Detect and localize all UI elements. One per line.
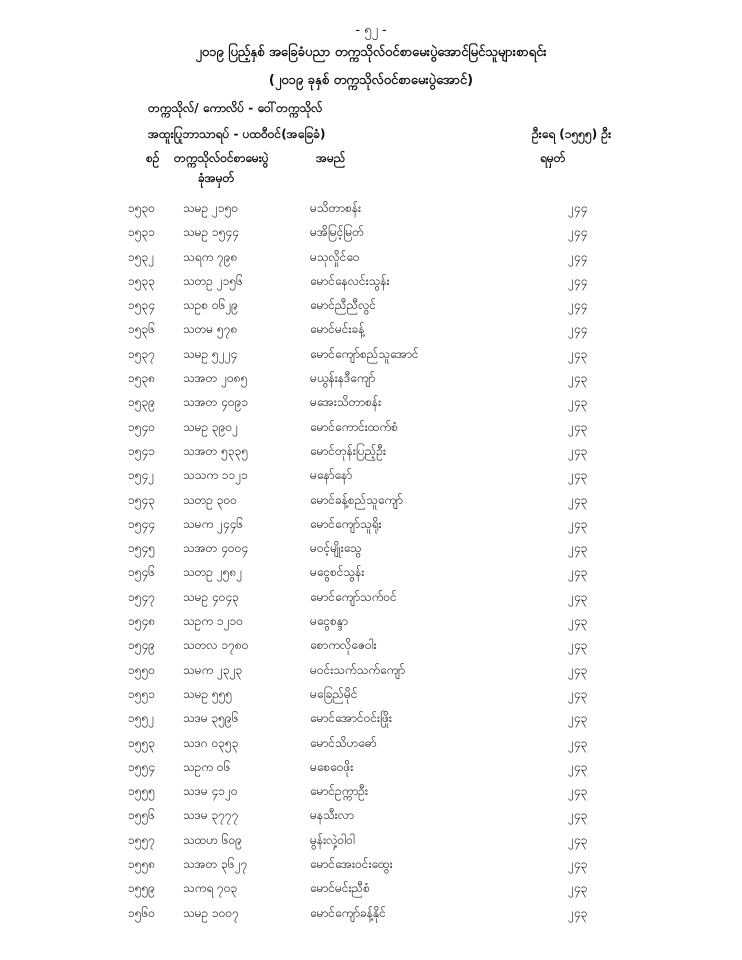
- student-name: မအိမြင့်မြတ်: [310, 225, 364, 240]
- table-row: [0, 633, 742, 657]
- row-number: ၁၅၅၄: [128, 759, 155, 774]
- table-row: [0, 196, 742, 220]
- score-value: ၂၄၃: [568, 735, 588, 750]
- table-row: [0, 293, 742, 317]
- student-name: မငွေစင်သွန်း: [310, 565, 365, 580]
- table-row: [0, 706, 742, 730]
- column-header-no: စဉ်: [146, 151, 160, 165]
- row-number: ၁၅၅၉: [128, 881, 155, 896]
- student-name: မောင်ကျော်စည်သူအောင်: [310, 346, 419, 361]
- student-name: မောင်ကျော်သူရိုး: [310, 516, 382, 531]
- table-row: [0, 536, 742, 560]
- row-number: ၁၅၄၈: [128, 614, 156, 629]
- roll-number: သအတ ၄၀၉၁: [183, 395, 249, 410]
- roll-number: သကရ ၇၀၃: [183, 881, 238, 896]
- score-value: ၂၄၃: [568, 346, 588, 361]
- row-number: ၁၅၅၅: [128, 784, 155, 799]
- page-number: - ၅၂ -: [355, 23, 387, 38]
- score-value: ၂၄၃: [568, 443, 588, 458]
- score-value: ၂၄၄: [568, 201, 588, 215]
- student-name: စောကလိုဇေဝါး: [310, 638, 377, 653]
- score-value: ၂၄၄: [568, 273, 588, 288]
- roll-number: သမဥ ၃၉၀၂: [183, 419, 239, 434]
- row-number: ၁၅၃၇: [128, 346, 155, 361]
- score-value: ၂၄၃: [568, 565, 588, 580]
- roll-number: သဥက ၀၆: [183, 759, 231, 774]
- row-number: ၁၅၄၇: [128, 589, 155, 604]
- column-header-roll-number: ခုံအမှတ်: [198, 171, 235, 185]
- score-value: ၂၄၃: [568, 589, 588, 604]
- roll-number: သရက ၇၉၈: [183, 249, 238, 264]
- table-row: [0, 245, 742, 269]
- score-value: ၂၄၃: [568, 759, 588, 774]
- row-number: ၁၅၄၂: [128, 468, 155, 483]
- roll-number: သမဥ ၁၅၄၄: [183, 225, 239, 240]
- score-value: ၂၄၃: [568, 711, 588, 726]
- row-number: ၁၅၃၆: [128, 322, 155, 337]
- row-number: ၁၅၅၁: [128, 686, 155, 701]
- row-number: ၁၅၅၂: [128, 711, 155, 726]
- roll-number: သအတ ၃၆၂၇: [183, 857, 248, 872]
- score-value: ၂၄၃: [568, 492, 588, 507]
- row-number: ၁၅၄၆: [128, 565, 155, 580]
- score-value: ၂၄၄: [568, 298, 588, 313]
- table-row: [0, 731, 742, 755]
- roll-number: သမက ၂၄၄၆: [183, 516, 244, 531]
- row-number: ၁၅၄၅: [128, 541, 155, 556]
- row-number: ၁၅၃၀: [128, 201, 155, 215]
- row-number: ၁၅၄၃: [128, 492, 155, 507]
- table-row: [0, 585, 742, 609]
- score-value: ၂၄၃: [568, 808, 588, 823]
- student-name: မငွေစန္ဒာ: [310, 614, 348, 629]
- student-name: မယွန်းနဒီကျော်: [310, 371, 376, 386]
- candidate-count: ဦးရေ (၁၅၅၅) ဦး: [532, 127, 612, 141]
- row-number: ၁၅၃၉: [128, 395, 155, 410]
- score-value: ၂၄၃: [568, 419, 588, 434]
- column-header-roll: တက္ကသိုလ်ဝင်စာမေးပွဲ: [174, 151, 269, 165]
- table-row: [0, 803, 742, 827]
- score-value: ၂၄၃: [568, 784, 588, 799]
- score-value: ၂၄၃: [568, 371, 588, 386]
- table-row: [0, 876, 742, 900]
- roll-number: သဥစ ၀၆၂၉: [183, 298, 238, 313]
- student-name: မွန်းလှဲ့ဝါဝါ: [310, 832, 355, 847]
- student-name: မောင်မင်းခန့်: [310, 322, 365, 337]
- table-row: [0, 415, 742, 439]
- roll-number: သမဥ ၄၀၄၃: [183, 589, 239, 604]
- student-name: မောင်ကောင်းထက်စံ: [310, 419, 398, 434]
- table-row: [0, 560, 742, 584]
- score-value: ၂၄၃: [568, 516, 588, 531]
- table-row: [0, 682, 742, 706]
- table-row: [0, 463, 742, 487]
- row-number: ၁၅၆၀: [128, 905, 155, 920]
- table-row: [0, 390, 742, 414]
- student-name: မောင်အေးဝင်းထွေး: [310, 857, 393, 872]
- university-line: တက္ကသိုလ်/ ကောလိပ် - ဝေါ်တက္ကသိုလ်: [148, 101, 323, 115]
- roll-number: သမဥ ၁၀၀၇: [183, 905, 239, 920]
- table-row: [0, 366, 742, 390]
- student-name: မနော်နော်: [310, 468, 353, 483]
- roll-number: သဒမ ၃၅၉၆: [183, 711, 239, 726]
- student-name: မောင်ကျော်ခန့်နိုင်: [310, 905, 386, 920]
- roll-number: သဒမ ၃၇၇၇: [183, 808, 239, 823]
- roll-number: သတလ ၁၇၈၀: [183, 638, 249, 653]
- row-number: ၁၅၃၁: [128, 225, 155, 240]
- roll-number: သအတ ၅၃၃၅: [183, 443, 249, 458]
- table-row: [0, 317, 742, 341]
- student-name: မောင်မင်းညီစံ: [310, 881, 370, 896]
- table-row: [0, 779, 742, 803]
- score-value: ၂၄၃: [568, 832, 588, 847]
- table-row: [0, 852, 742, 876]
- score-value: ၂၄၃: [568, 541, 588, 556]
- row-number: ၁၅၅၇: [128, 832, 155, 847]
- roll-number: သဒမ ၄၁၂၀: [183, 784, 238, 799]
- subject-line: အထူးပြုဘာသာရပ် - ပထဝီဝင်(အခြေခံ): [148, 127, 326, 141]
- score-value: ၂၄၃: [568, 857, 588, 872]
- row-number: ၁၅၃၈: [128, 371, 156, 386]
- roll-number: သဒဂ ၀၃၅၃: [183, 735, 239, 750]
- student-name: မသိတာစန်း: [310, 201, 362, 215]
- row-number: ၁၅၅၃: [128, 735, 155, 750]
- score-value: ၂၄၃: [568, 638, 588, 653]
- row-number: ၁၅၅၈: [128, 857, 156, 872]
- table-row: [0, 512, 742, 536]
- score-value: ၂၄၃: [568, 881, 588, 896]
- results-table: [0, 196, 742, 925]
- score-value: ၂၄၄: [568, 322, 588, 337]
- row-number: ၁၅၄၁: [128, 443, 155, 458]
- roll-number: သတဥ ၂၁၅၆: [183, 273, 243, 288]
- row-number: ၁၅၃၂: [128, 249, 155, 264]
- score-value: ၂၄၄: [568, 249, 588, 264]
- student-name: မဝင့်မျိုးသွေ: [310, 541, 362, 556]
- student-name: မသုလှိုင်ဝေ: [310, 249, 360, 264]
- score-value: ၂၄၃: [568, 905, 588, 920]
- roll-number: သထဟ ၆၀၉: [183, 832, 243, 847]
- roll-number: သတဥ ၃၀၀: [183, 492, 238, 507]
- row-number: ၁၅၅၆: [128, 808, 155, 823]
- document-subtitle: (၂၀၁၉ ခုနှစ် တက္ကသိုလ်ဝင်စာမေးပွဲအောင်): [268, 73, 474, 88]
- student-name: မခြေည်မိုင်: [310, 686, 358, 701]
- row-number: ၁၅၃၄: [128, 298, 155, 313]
- table-row: [0, 609, 742, 633]
- table-row: [0, 269, 742, 293]
- score-value: ၂၄၃: [568, 614, 588, 629]
- table-row: [0, 755, 742, 779]
- score-value: ၂၄၃: [568, 662, 588, 677]
- student-name: မောင်ညီညီလွင်: [310, 298, 377, 313]
- row-number: ၁၅၄၉: [128, 638, 155, 653]
- row-number: ၁၅၄၄: [128, 516, 155, 531]
- student-name: မောင်ဥက္ကာဦး: [310, 784, 368, 799]
- roll-number: သမဥ ၅၅၅: [183, 686, 233, 701]
- roll-number: သတမ ၅၇၈: [183, 322, 238, 337]
- student-name: မောင်ကျော်သက်ဝင်: [310, 589, 397, 604]
- table-row: [0, 342, 742, 366]
- roll-number: သမဥ ၅၂၂၄: [183, 346, 238, 361]
- score-value: ၂၄၃: [568, 686, 588, 701]
- roll-number: သဥက ၁၂၁၀: [183, 614, 243, 629]
- student-name: မောင်တုန်းပြည့်ဦး: [310, 443, 387, 458]
- roll-number: သမက ၂၃၂၃: [183, 662, 243, 677]
- row-number: ၁၅၄၀: [128, 419, 155, 434]
- table-row: [0, 658, 742, 682]
- table-row: [0, 220, 742, 244]
- student-name: မစေဝေဖိုး: [310, 759, 354, 774]
- column-header-name: အမည်: [316, 151, 346, 165]
- row-number: ၁၅၅၀: [128, 662, 155, 677]
- student-name: မောင်နေလင်းသွန်း: [310, 273, 390, 288]
- student-name: မောင်ခန့်စည်သူကျော်: [310, 492, 403, 507]
- roll-number: သအတ ၂၀၈၅: [183, 371, 248, 386]
- row-number: ၁၅၃၃: [128, 273, 155, 288]
- score-value: ၂၄၃: [568, 468, 588, 483]
- student-name: မနသီးလာ: [310, 808, 354, 823]
- roll-number: သတဥ ၂၅၈၂: [183, 565, 243, 580]
- student-name: မောင်အောင်ဝင်းဖြိုး: [310, 711, 392, 726]
- roll-number: သသက ၁၁၂၁: [183, 468, 248, 483]
- score-value: ၂၄၄: [568, 225, 588, 240]
- student-name: မောင်သိဟဓော်: [310, 735, 377, 750]
- table-row: [0, 828, 742, 852]
- table-row: [0, 901, 742, 925]
- student-name: မဝင်းသက်သက်ကျော်: [310, 662, 406, 677]
- column-header-score: ရမှတ်: [540, 151, 566, 165]
- table-row: [0, 439, 742, 463]
- score-value: ၂၄၃: [568, 395, 588, 410]
- table-row: [0, 488, 742, 512]
- roll-number: သမဥ ၂၁၅၀: [183, 201, 239, 215]
- student-name: မအေးသိတာစန်း: [310, 395, 382, 410]
- roll-number: သအတ ၄၀၀၄: [183, 541, 249, 556]
- document-title: ၂၀၁၉ ပြည့်နှစ် အခြေခံပညာ တက္ကသိုလ်ဝင်စာမေးပွဲအောင်မြင်သူများစာရင်း: [195, 45, 547, 60]
